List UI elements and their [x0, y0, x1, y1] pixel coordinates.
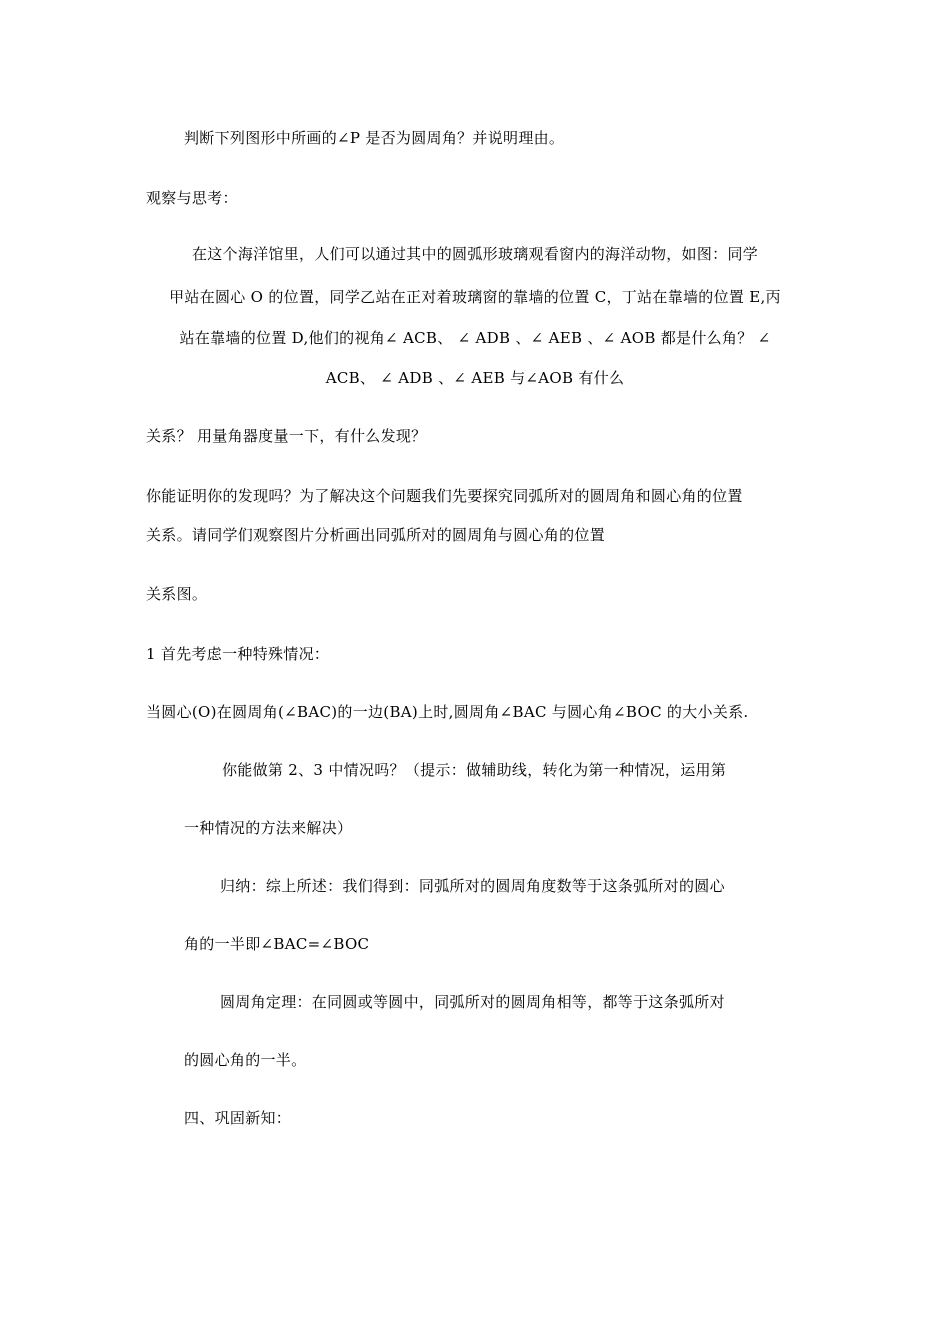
instruction-line: 判断下列图形中所画的∠P 是否为圆周角？并说明理由。	[184, 129, 565, 147]
paragraph-line: 一种情况的方法来解决）	[184, 819, 353, 837]
theorem-line: 圆周角定理：在同圆或等圆中，同弧所对的圆周角相等，都等于这条弧所对	[220, 993, 725, 1011]
paragraph-line: 甲站在圆心 O 的位置，同学乙站在正对着玻璃窗的靠墙的位置 C，丁站在靠墙的位置 E,丙	[169, 288, 781, 306]
paragraph-line: 你能做第 2、3 中情况吗？（提示：做辅助线，转化为第一种情况，运用第	[222, 761, 727, 779]
paragraph-line: 你能证明你的发现吗？为了解决这个问题我们先要探究同弧所对的圆周角和圆心角的位置	[146, 487, 743, 505]
paragraph-line: 关系？ 用量角器度量一下，有什么发现？	[146, 427, 427, 445]
summary-line: 角的一半即∠BAC=∠BOC	[184, 935, 370, 953]
section-heading-consolidate: 四、巩固新知：	[184, 1109, 292, 1127]
case-heading: 1 首先考虑一种特殊情况：	[146, 645, 330, 663]
section-heading-observe: 观察与思考：	[146, 189, 238, 207]
paragraph-line: 当圆心(O)在圆周角(∠BAC)的一边(BA)上时,圆周角∠BAC 与圆心角∠BOC 的大小关系.	[146, 703, 749, 721]
paragraph-line: 站在靠墙的位置 D,他们的视角∠ ACB、 ∠ ADB 、∠ AEB 、∠ AOB 都是什么角？ ∠	[179, 329, 771, 347]
paragraph-line: 关系。请同学们观察图片分析画出同弧所对的圆周角与圆心角的位置	[146, 526, 606, 544]
paragraph-line: 在这个海洋馆里，人们可以通过其中的圆弧形玻璃观看窗内的海洋动物，如图：同学	[191, 245, 759, 263]
paragraph-line: ACB、 ∠ ADB 、∠ AEB 与∠AOB 有什么	[325, 369, 625, 387]
paragraph-line: 关系图。	[146, 585, 208, 603]
summary-line: 归纳：综上所述：我们得到：同弧所对的圆周角度数等于这条弧所对的圆心	[220, 877, 725, 895]
theorem-line: 的圆心角的一半。	[184, 1051, 307, 1069]
